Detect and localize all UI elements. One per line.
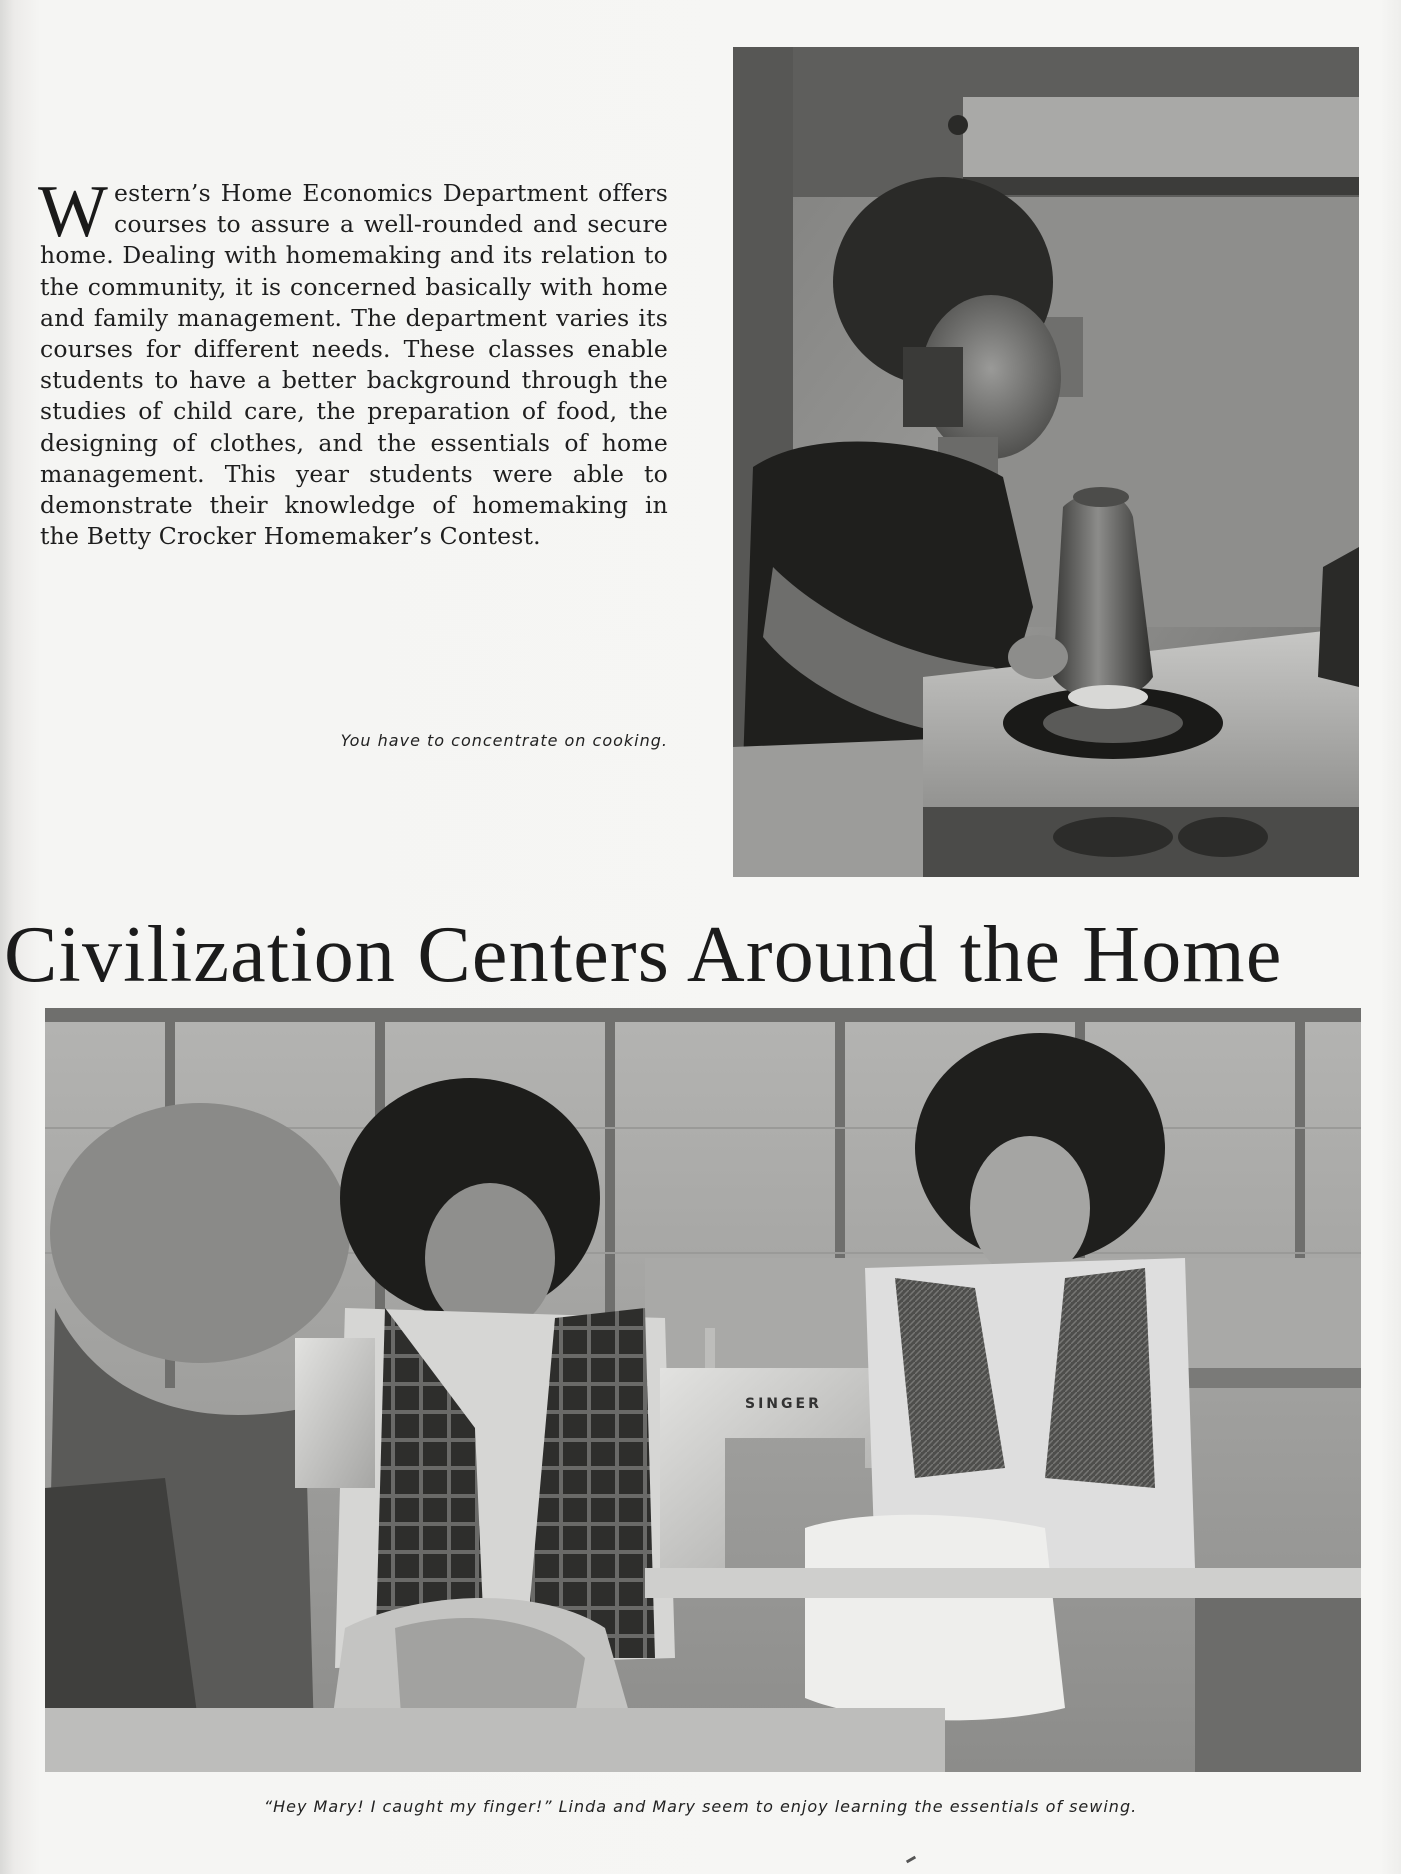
sewing-photo: [45, 1008, 1361, 1772]
sewing-photo-image: [45, 1008, 1361, 1772]
cooking-photo-image: [733, 47, 1359, 877]
intro-paragraph: [38, 171, 668, 552]
singer-label: SINGER: [745, 1396, 822, 1412]
intro-text: estern’s Home Economics Department offers courses to assure a well-rounded and secure home. Dealing with homemaking and its relation to the community, it is concerned basically with home and family management. The department varies its courses for different needs. These classes enable students to have a better background through the studies of child care, the preparation of food, the designing of clothes, and the essentials of home management. This year students were able to demonstrate their knowledge of homemaking in the Betty Crocker Homemaker’s Contest.: [40, 179, 668, 551]
print-mark: [906, 1856, 916, 1864]
drop-cap: W: [38, 171, 109, 253]
sewing-caption: “Hey Mary! I caught my finger!” Linda and Mary seem to enjoy learning the essentials of sewing.: [263, 1797, 1138, 1816]
page-headline: Civilization Centers Around the Home: [4, 911, 1283, 999]
cooking-photo: [733, 47, 1359, 877]
cooking-caption: You have to concentrate on cooking.: [340, 731, 668, 750]
